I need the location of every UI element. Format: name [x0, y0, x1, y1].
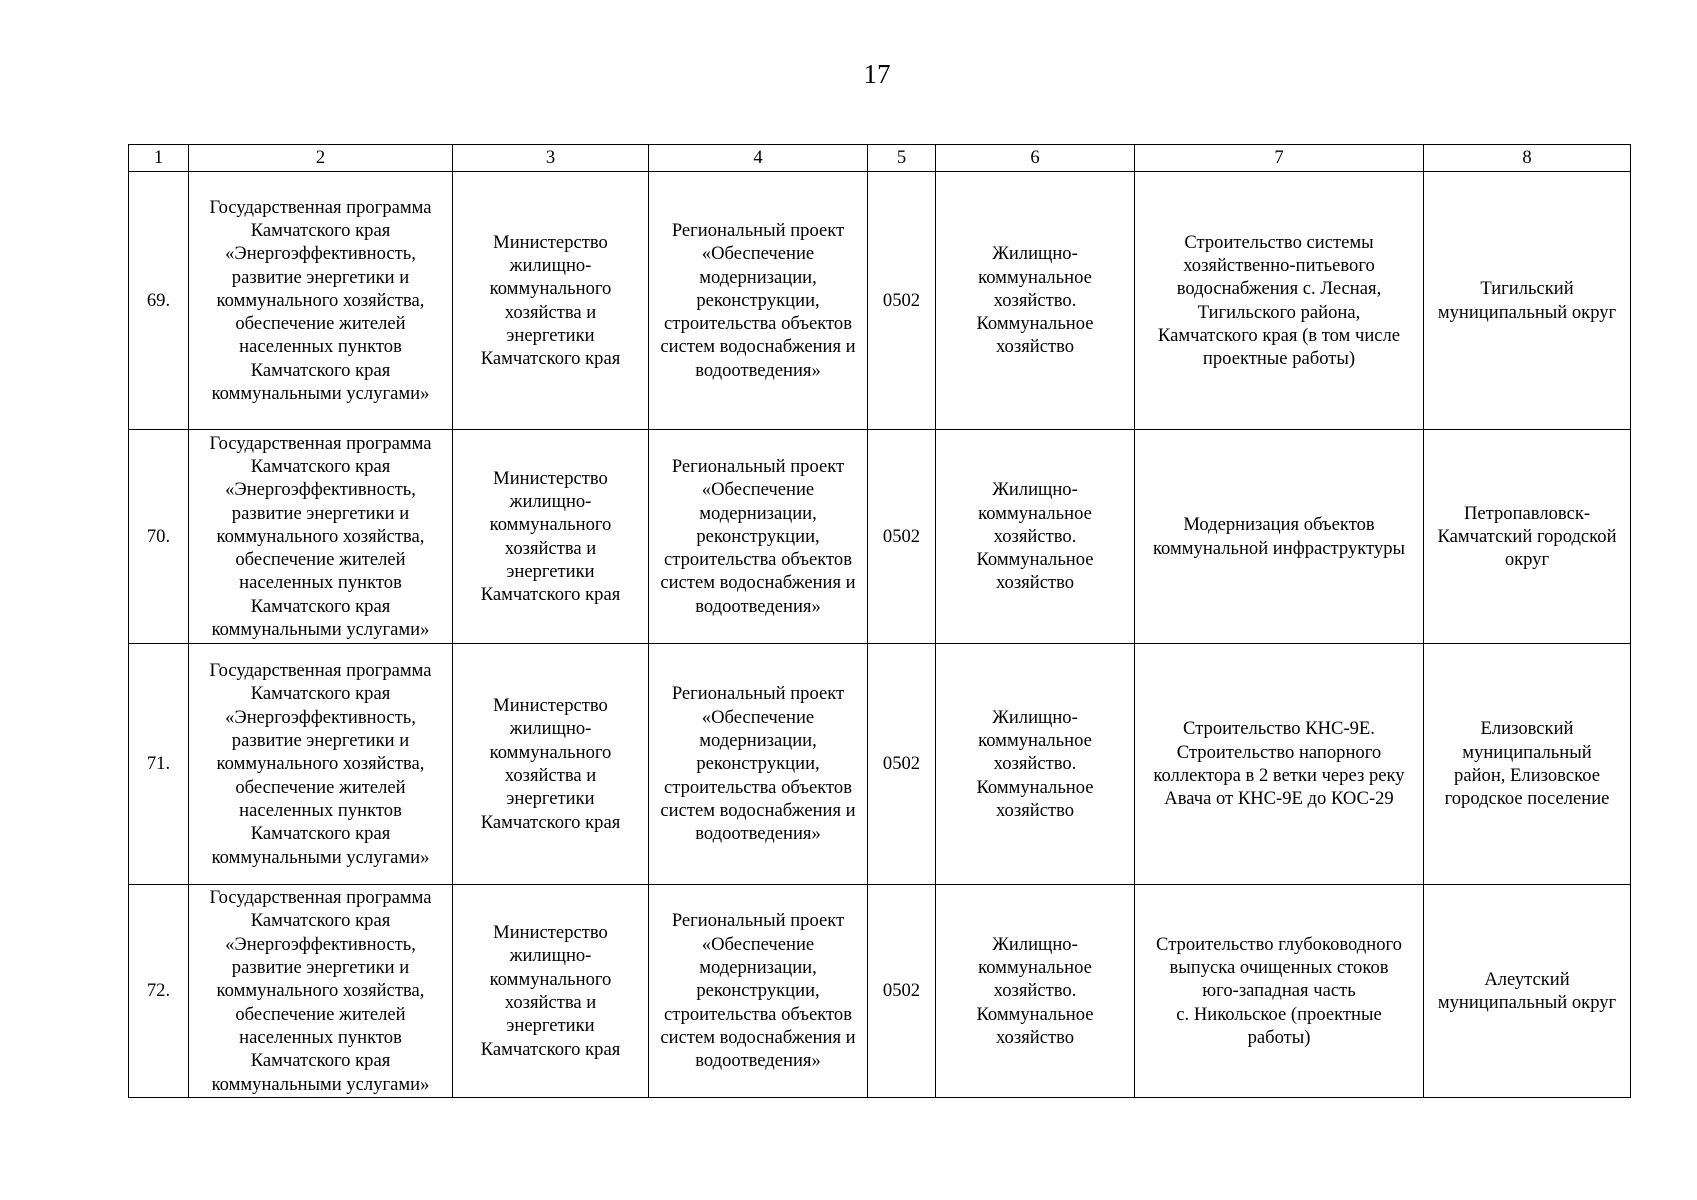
- column-number-cell: 3: [453, 145, 649, 172]
- table-row: [129, 885, 1631, 1098]
- column-number-cell: 2: [189, 145, 453, 172]
- table-row: [129, 644, 1631, 885]
- agency-cell: Министерство жилищно- коммунального хозяйства и энергетики Камчатского края: [453, 885, 649, 1098]
- municipality-cell: Тигильский муниципальный округ: [1424, 172, 1631, 430]
- municipality-cell: Петропавловск- Камчатский городской округ: [1424, 430, 1631, 644]
- project-cell: Региональный проект «Обеспечение модернизации, реконструкции, строительства объектов систем водоснабжения и водоотведения»: [649, 430, 868, 644]
- project-cell: Региональный проект «Обеспечение модернизации, реконструкции, строительства объектов систем водоснабжения и водоотведения»: [649, 885, 868, 1098]
- section-cell: Жилищно- коммунальное хозяйство. Коммунальное хозяйство: [936, 644, 1135, 885]
- program-cell: Государственная программа Камчатского края «Энергоэффективность, развитие энергетики и коммунального хозяйства, обеспечение жителей населенных пунктов Камчатского края коммунальными услугами»: [189, 885, 453, 1098]
- row-number-cell: 72.: [129, 885, 189, 1098]
- agency-cell: Министерство жилищно- коммунального хозяйства и энергетики Камчатского края: [453, 430, 649, 644]
- agency-cell: Министерство жилищно- коммунального хозяйства и энергетики Камчатского края: [453, 172, 649, 430]
- code-cell: 0502: [868, 430, 936, 644]
- project-cell: Региональный проект «Обеспечение модернизации, реконструкции, строительства объектов систем водоснабжения и водоотведения»: [649, 172, 868, 430]
- object-cell: Модернизация объектов коммунальной инфраструктуры: [1135, 430, 1424, 644]
- object-cell: Строительство глубоководного выпуска очищенных стоков юго-западная часть с. Никольское (проектные работы): [1135, 885, 1424, 1098]
- project-cell: Региональный проект «Обеспечение модернизации, реконструкции, строительства объектов систем водоснабжения и водоотведения»: [649, 644, 868, 885]
- table-row: [129, 430, 1631, 644]
- table-row: [129, 172, 1631, 430]
- program-cell: Государственная программа Камчатского края «Энергоэффективность, развитие энергетики и коммунального хозяйства, обеспечение жителей населенных пунктов Камчатского края коммунальными услугами»: [189, 430, 453, 644]
- code-cell: 0502: [868, 644, 936, 885]
- program-cell: Государственная программа Камчатского края «Энергоэффективность, развитие энергетики и коммунального хозяйства, обеспечение жителей населенных пунктов Камчатского края коммунальными услугами»: [189, 172, 453, 430]
- program-cell: Государственная программа Камчатского края «Энергоэффективность, развитие энергетики и коммунального хозяйства, обеспечение жителей населенных пунктов Камчатского края коммунальными услугами»: [189, 644, 453, 885]
- column-number-cell: 8: [1424, 145, 1631, 172]
- column-number-cell: 5: [868, 145, 936, 172]
- object-cell: Строительство КНС-9Е. Строительство напорного коллектора в 2 ветки через реку Авача от КНС-9Е до КОС-29: [1135, 644, 1424, 885]
- column-number-cell: 4: [649, 145, 868, 172]
- row-number-cell: 69.: [129, 172, 189, 430]
- object-cell: Строительство системы хозяйственно-питьевого водоснабжения с. Лесная, Тигильского района, Камчатского края (в том числе проектные работы): [1135, 172, 1424, 430]
- column-number-cell: 7: [1135, 145, 1424, 172]
- page-number: 17: [863, 59, 891, 89]
- municipality-cell: Елизовский муниципальный район, Елизовское городское поселение: [1424, 644, 1631, 885]
- section-cell: Жилищно- коммунальное хозяйство. Коммунальное хозяйство: [936, 172, 1135, 430]
- column-number-row: [129, 145, 1631, 172]
- projects-table: [128, 144, 1631, 1098]
- column-number-cell: 6: [936, 145, 1135, 172]
- municipality-cell: Алеутский муниципальный округ: [1424, 885, 1631, 1098]
- column-number-cell: 1: [129, 145, 189, 172]
- agency-cell: Министерство жилищно- коммунального хозяйства и энергетики Камчатского края: [453, 644, 649, 885]
- code-cell: 0502: [868, 885, 936, 1098]
- code-cell: 0502: [868, 172, 936, 430]
- section-cell: Жилищно- коммунальное хозяйство. Коммунальное хозяйство: [936, 885, 1135, 1098]
- row-number-cell: 70.: [129, 430, 189, 644]
- row-number-cell: 71.: [129, 644, 189, 885]
- section-cell: Жилищно- коммунальное хозяйство. Коммунальное хозяйство: [936, 430, 1135, 644]
